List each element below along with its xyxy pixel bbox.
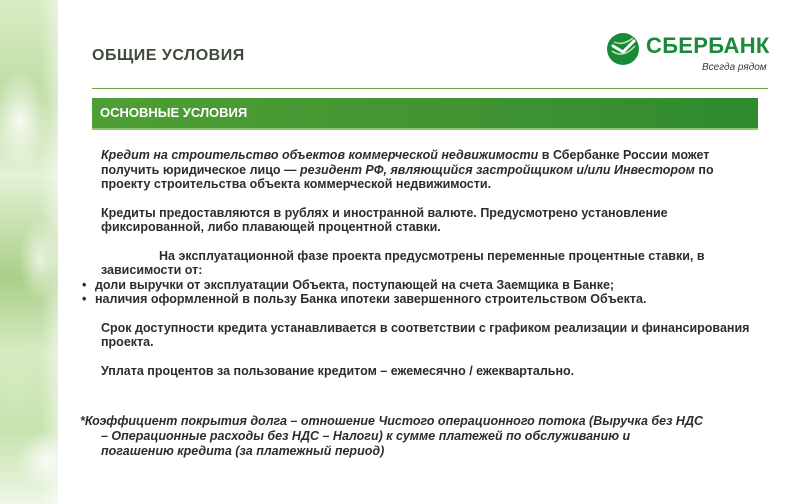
- section-title: ОСНОВНЫЕ УСЛОВИЯ: [100, 105, 248, 120]
- credit-text-2: по проекту строительства объекта коммерческой недвижимости.: [101, 162, 714, 191]
- footnote-line: *Коэффициент покрытия долга – отношение Чистого операционного потока (Выручка без НДС: [80, 414, 704, 428]
- decorative-fade: [40, 0, 80, 504]
- paragraph-currency: Кредиты предоставляются в рублях и иностранной валюте. Предусмотрено установление фиксированной, либо плавающей процентной ставки.: [101, 205, 668, 234]
- main-content: [80, 148, 760, 392]
- footnote-line: погашению кредита (за платежный период): [101, 444, 385, 458]
- sberbank-logo-icon: [606, 32, 640, 66]
- paragraph-availability: Срок доступности кредита устанавливается в соответствии с графиком реализации и финансирования проекта.: [101, 320, 750, 349]
- footnote: [80, 414, 760, 459]
- sberbank-logo: [606, 30, 776, 78]
- list-item: • наличия оформленной в пользу Банка ипотеки завершенного строительством Объекта.: [80, 292, 760, 307]
- logo-name: СБЕРБАНК: [646, 33, 770, 58]
- section-header-bar: [92, 98, 758, 130]
- logo-slogan: Всегда рядом: [702, 62, 767, 73]
- list-item: • доли выручки от эксплуатации Объекта, поступающей на счета Заемщика в Банке;: [80, 278, 760, 293]
- rate-conditions-list: [80, 278, 760, 307]
- borrower-type-text: резидент РФ, являющийся застройщиком и/или Инвестором: [299, 162, 695, 177]
- footnote-line: – Операционные расходы без НДС – Налоги) к сумме платежей по обслуживанию и: [101, 429, 631, 443]
- header-divider: [92, 88, 768, 89]
- paragraph-credit-description: [101, 148, 760, 192]
- page-title: ОБЩИЕ УСЛОВИЯ: [92, 47, 245, 64]
- paragraph-interest-payment: Уплата процентов за пользование кредитом – ежемесячно / ежеквартально.: [101, 363, 575, 378]
- paragraph-rates: На эксплуатационной фазе проекта предусмотрены переменные процентные ставки, в зависимости от:: [101, 248, 705, 277]
- credit-text-1: в Сбербанке России может получить юридическое лицо —: [101, 148, 710, 177]
- credit-type-text: Кредит на строительство объектов коммерческой недвижимости: [101, 148, 539, 162]
